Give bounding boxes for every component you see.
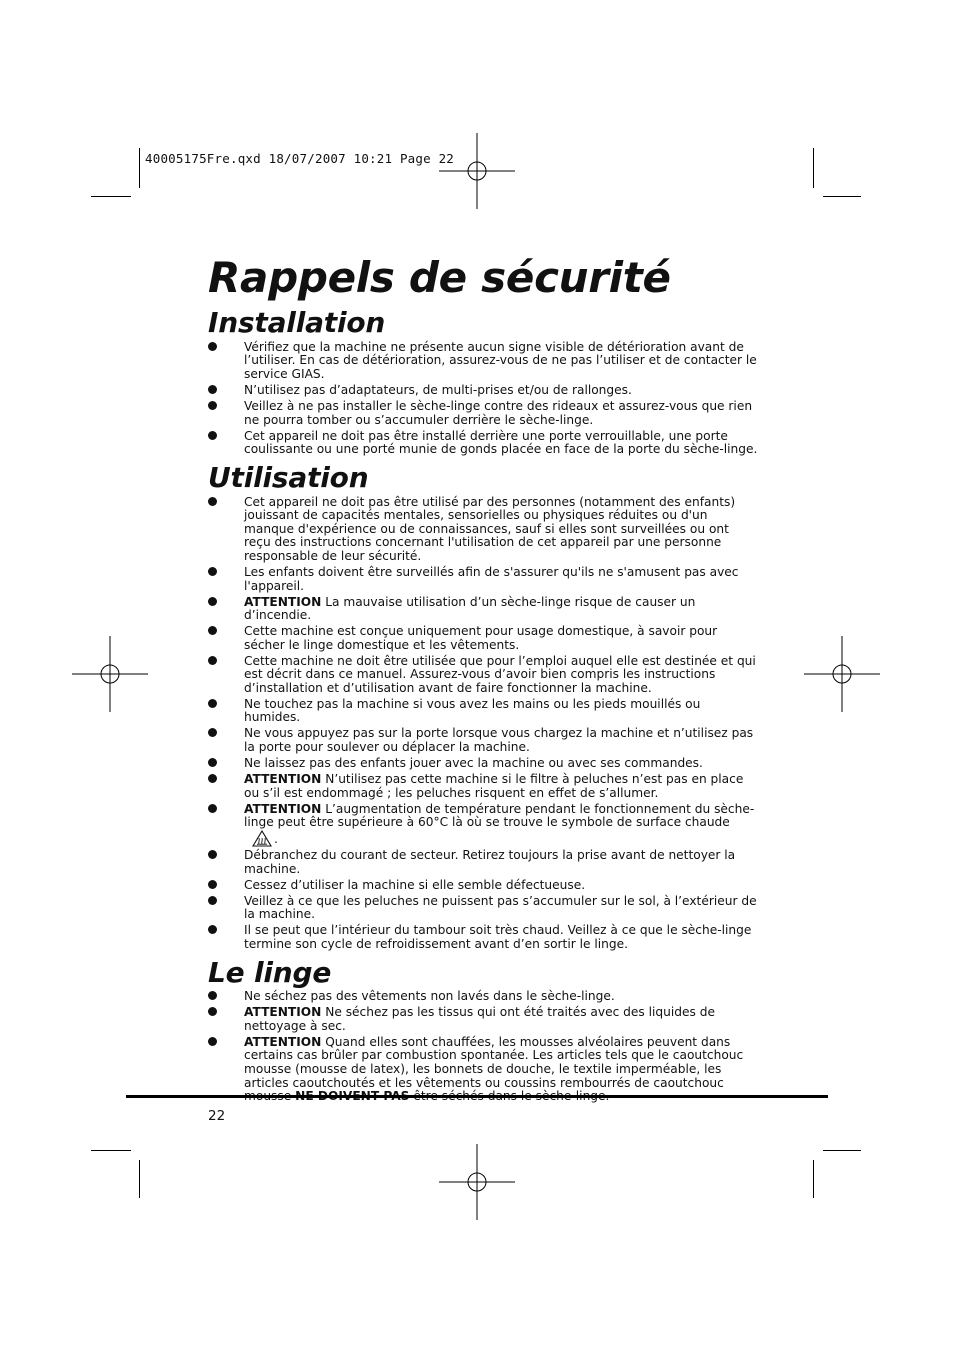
hot-surface-warning-icon: [252, 830, 272, 847]
attention-label: ATTENTION: [244, 801, 322, 816]
bullet-dot-icon: [208, 925, 217, 934]
crop-mark-bottom-right-v: [813, 1160, 814, 1198]
bullet-dot-icon: [208, 804, 217, 813]
footer-rule: [126, 1095, 828, 1098]
page-content: [208, 253, 758, 1106]
item-text: Ne laissez pas des enfants jouer avec la machine ou avec ses commandes.: [244, 756, 703, 771]
bullet-dot-icon: [208, 597, 217, 606]
list-item: [208, 596, 758, 623]
registration-mark-icon: [72, 636, 148, 712]
bullet-dot-icon: [208, 431, 217, 440]
bullet-dot-icon: [208, 728, 217, 737]
item-text: Ne vous appuyez pas sur la porte lorsque vous chargez la machine et n’utilisez pas la porte pour soulever ou déplacer la machine.: [244, 726, 754, 755]
list-item: [208, 384, 758, 398]
attention-label: ATTENTION: [244, 772, 322, 787]
item-text: Veillez à ne pas installer le sèche-linge contre des rideaux et assurez-vous que rien ne pourra tomber ou s’accumuler derrière le sèche-linge.: [244, 399, 753, 427]
item-text: Ne séchez pas des vêtements non lavés dans le sèche-linge.: [244, 989, 615, 1004]
list-item: [208, 496, 758, 564]
item-text: Ne touchez pas la machine si vous avez les mains ou les pieds mouillés ou humides.: [244, 696, 701, 725]
list-item: [208, 773, 758, 800]
item-text: Cessez d’utiliser la machine si elle semble défectueuse.: [244, 877, 586, 892]
list-item: [208, 566, 758, 593]
attention-label: ATTENTION: [244, 594, 322, 609]
item-text: La mauvaise utilisation d’un sèche-linge risque de causer un d’incendie.: [244, 594, 696, 623]
bullet-dot-icon: [208, 656, 217, 665]
bullet-dot-icon: [208, 1037, 217, 1046]
crop-mark-bottom-left-v: [139, 1160, 140, 1198]
registration-mark-icon: [439, 133, 515, 209]
bullet-dot-icon: [208, 991, 217, 1000]
list-item: [208, 400, 758, 427]
list-item: [208, 430, 758, 457]
bullet-dot-icon: [208, 567, 217, 576]
section-heading-utilisation: Utilisation: [208, 460, 369, 494]
crop-mark-top-right-h: [823, 196, 861, 197]
installation-list: [208, 341, 758, 457]
bullet-dot-icon: [208, 1007, 217, 1016]
crop-mark-bottom-right-h: [823, 1150, 861, 1151]
list-item: [208, 990, 758, 1004]
list-item: [208, 727, 758, 754]
item-text: .: [274, 831, 278, 846]
list-item: [208, 924, 758, 951]
list-item: [208, 1036, 758, 1104]
bullet-dot-icon: [208, 850, 217, 859]
item-text: Débranchez du courant de secteur. Retirez toujours la prise avant de nettoyer la machine.: [244, 848, 736, 876]
item-text: N’utilisez pas cette machine si le filtre à peluches n’est pas en place ou s’il est endommagé ; les peluches risquent en effet de s’allumer.: [244, 772, 744, 800]
attention-label: ATTENTION: [244, 1005, 322, 1020]
bullet-dot-icon: [208, 758, 217, 767]
list-item: [208, 1006, 758, 1033]
bullet-dot-icon: [208, 774, 217, 783]
item-text: Ne séchez pas les tissus qui ont été traités avec des liquides de nettoyage à sec.: [244, 1005, 715, 1033]
item-text: L’augmentation de température pendant le fonctionnement du sèche-linge peut être supérieure à 60°C là où se trouve le symbole de surface chaude: [244, 801, 755, 830]
list-item: [208, 895, 758, 922]
list-item: [208, 655, 758, 696]
bullet-dot-icon: [208, 497, 217, 506]
list-item: [208, 341, 758, 382]
item-text: N’utilisez pas d’adaptateurs, de multi-prises et/ou de rallonges.: [244, 383, 632, 398]
registration-mark-icon: [804, 636, 880, 712]
list-item: [208, 625, 758, 652]
bullet-dot-icon: [208, 896, 217, 905]
print-slug: 40005175Fre.qxd 18/07/2007 10:21 Page 22: [145, 151, 455, 166]
crop-mark-top-left-h: [91, 196, 131, 197]
list-item: [208, 879, 758, 893]
item-text: Quand elles sont chauffées, les mousses alvéolaires peuvent dans certains cas brûler par combustion spontanée. Les articles tels que le caoutchouc mousse (mousse de latex), les bonnets de douche, le textile imperméable, les articles caoutchoutés et les vêtements ou coussins rembourrés de caoutchouc: [244, 1034, 744, 1090]
item-text: Vérifiez que la machine ne présente aucun signe visible de détérioration avant de l’utiliser. En cas de détérioration, assurez-vous de ne pas l’utiliser et de contacter le service GIAS.: [244, 339, 757, 382]
list-item: [208, 698, 758, 725]
attention-label: ATTENTION: [244, 1034, 322, 1049]
bullet-dot-icon: [208, 342, 217, 351]
item-text: Cette machine est conçue uniquement pour usage domestique, à savoir pour sécher le linge domestique et les vêtements.: [244, 624, 718, 652]
page-number: 22: [208, 1108, 226, 1124]
bullet-dot-icon: [208, 401, 217, 410]
le-linge-list: [208, 990, 758, 1104]
item-text: Cet appareil ne doit pas être utilisé par des personnes (notamment des enfants) jouissant de capacités mentales, sensorielles ou physiques réduites ou d'un manque d'expérience ou de connaissances, sauf si elles sont surveillées ou ont reçu des instructions concernant l'utilisation de cet appareil par une personne responsable de leur sécurité.: [244, 494, 736, 563]
item-text: Cet appareil ne doit pas être installé derrière une porte verrouillable, une porte coulissante ou une porté munie de gonds placée en face de la porte du sèche-linge.: [244, 428, 758, 457]
registration-mark-icon: [439, 1144, 515, 1220]
utilisation-list: [208, 496, 758, 952]
section-heading-installation: Installation: [208, 306, 386, 340]
bullet-dot-icon: [208, 699, 217, 708]
list-item: [208, 803, 758, 847]
bullet-dot-icon: [208, 385, 217, 394]
crop-mark-bottom-left-h: [91, 1150, 131, 1151]
item-text: Les enfants doivent être surveillés afin de s'assurer qu'ils ne s'amusent pas avec l'appareil.: [244, 564, 739, 593]
page-title: Rappels de sécurité: [208, 253, 671, 302]
item-text: Veillez à ce que les peluches ne puissent pas s’accumuler sur le sol, à l’extérieur de la machine.: [244, 893, 757, 922]
section-heading-le-linge: Le linge: [208, 955, 332, 989]
crop-mark-top-right-v: [813, 148, 814, 188]
bullet-dot-icon: [208, 626, 217, 635]
crop-mark-top-left-v: [139, 148, 140, 188]
bullet-dot-icon: [208, 880, 217, 889]
list-item: [208, 849, 758, 876]
list-item: [208, 757, 758, 771]
item-text: Cette machine ne doit être utilisée que pour l’emploi auquel elle est destinée et qui est décrit dans ce manuel. Assurez-vous d’avoir bien compris les instructions d’installation et d’utilisation avant de faire fonctionner la machine.: [244, 653, 756, 695]
item-text: Il se peut que l’intérieur du tambour soit très chaud. Veillez à ce que le sèche-linge termine son cycle de refroidissement avant d’en sortir le linge.: [244, 923, 752, 951]
